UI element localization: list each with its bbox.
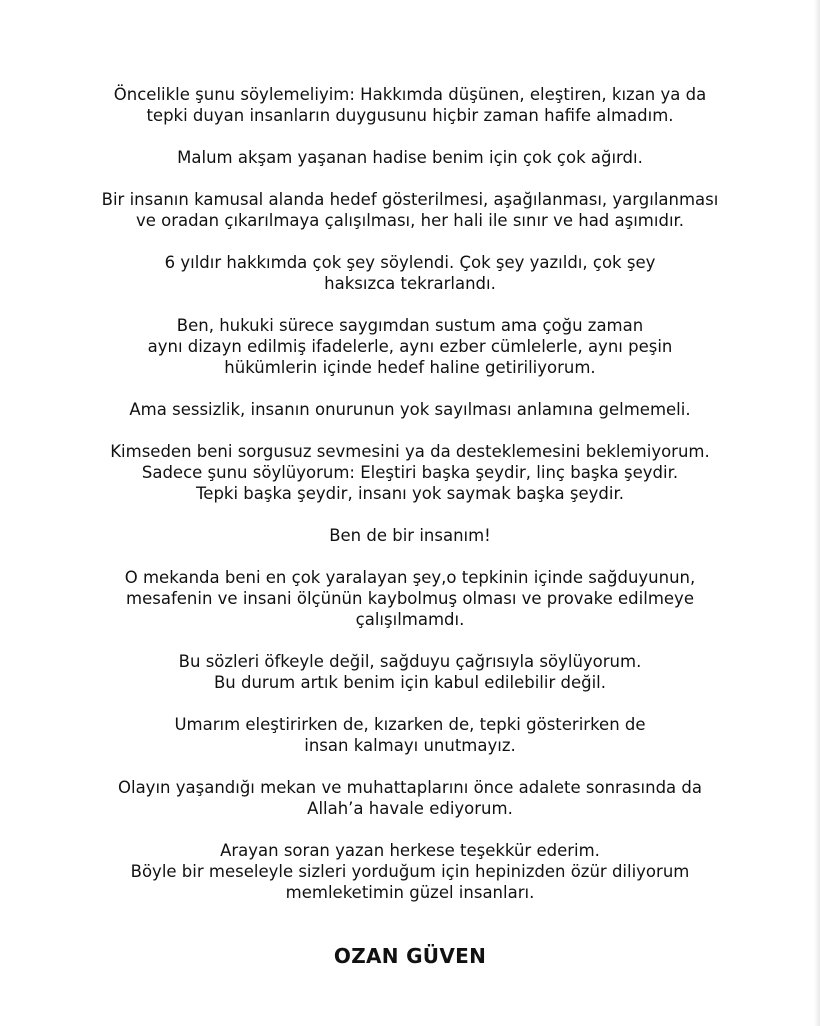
statement-line: mesafenin ve insani ölçünün kaybolmuş olması ve provake edilmeye bbox=[126, 589, 694, 608]
statement-paragraph bbox=[40, 84, 780, 126]
statement-line: Arayan soran yazan herkese teşekkür ederim. bbox=[220, 841, 600, 860]
statement-line: Umarım eleştirirken de, kızarken de, tepki gösterirken de bbox=[174, 715, 646, 734]
page-edge-shadow bbox=[814, 0, 820, 1026]
statement-paragraph bbox=[40, 840, 780, 903]
statement-paragraph bbox=[40, 777, 780, 819]
statement-body bbox=[40, 84, 780, 924]
statement-line: aynı dizayn edilmiş ifadelerle, aynı ezber cümlelerle, aynı peşin bbox=[147, 337, 673, 356]
statement-line: Ama sessizlik, insanın onurunun yok sayılması anlamına gelmemeli. bbox=[129, 400, 691, 419]
statement-line: Olayın yaşandığı mekan ve muhattaplarını önce adalete sonrasında da bbox=[118, 778, 702, 797]
statement-line: Öncelikle şunu söylemeliyim: Hakkımda düşünen, eleştiren, kızan ya da bbox=[113, 85, 707, 104]
statement-line: çalışılmamdı. bbox=[355, 610, 465, 629]
statement-line: Tepki başka şeydir, insanı yok saymak başka şeydir. bbox=[196, 484, 624, 503]
statement-line: ve oradan çıkarılmaya çalışılması, her hali ile sınır ve had aşımıdır. bbox=[135, 211, 685, 230]
statement-line: Bu durum artık benim için kabul edilebilir değil. bbox=[213, 673, 607, 692]
signature-name: OZAN GÜVEN bbox=[333, 944, 487, 968]
statement-line: tepki duyan insanların duygusunu hiçbir zaman hafife almadım. bbox=[146, 106, 674, 125]
statement-line: memleketimin güzel insanları. bbox=[285, 883, 535, 902]
statement-line: Ben de bir insanım! bbox=[329, 526, 491, 545]
statement-paragraph bbox=[40, 315, 780, 378]
statement-paragraph bbox=[40, 147, 780, 168]
statement-line: insan kalmayı unutmayız. bbox=[304, 736, 516, 755]
statement-paragraph bbox=[40, 441, 780, 504]
statement-paragraph bbox=[40, 189, 780, 231]
statement-line: hükümlerin içinde hedef haline getiriliyorum. bbox=[224, 358, 596, 377]
statement-paragraph bbox=[40, 651, 780, 693]
statement-line: Sadece şunu söylüyorum: Eleştiri başka şeydir, linç başka şeydir. bbox=[141, 463, 679, 482]
statement-line: haksızca tekrarlandı. bbox=[324, 274, 496, 293]
statement-line: 6 yıldır hakkımda çok şey söylendi. Çok şey yazıldı, çok şey bbox=[164, 253, 656, 272]
statement-line: Böyle bir meseleyle sizleri yorduğum için hepinizden özür diliyorum bbox=[130, 862, 690, 881]
statement-line: O mekanda beni en çok yaralayan şey,o tepkinin içinde sağduyunun, bbox=[124, 568, 696, 587]
statement-line: Bu sözleri öfkeyle değil, sağduyu çağrısıyla söylüyorum. bbox=[178, 652, 642, 671]
statement-paragraph bbox=[40, 252, 780, 294]
statement-line: Bir insanın kamusal alanda hedef gösterilmesi, aşağılanması, yargılanması bbox=[101, 190, 719, 209]
statement-paragraph bbox=[40, 714, 780, 756]
statement-paragraph bbox=[40, 525, 780, 546]
statement-paragraph bbox=[40, 567, 780, 630]
statement-line: Allah’a havale ediyorum. bbox=[307, 799, 513, 818]
statement-line: Kimseden beni sorgusuz sevmesini ya da desteklemesini beklemiyorum. bbox=[110, 442, 710, 461]
statement-line: Ben, hukuki sürece saygımdan sustum ama çoğu zaman bbox=[176, 316, 644, 335]
statement-line: Malum akşam yaşanan hadise benim için çok çok ağırdı. bbox=[177, 148, 643, 167]
statement-paragraph bbox=[40, 399, 780, 420]
